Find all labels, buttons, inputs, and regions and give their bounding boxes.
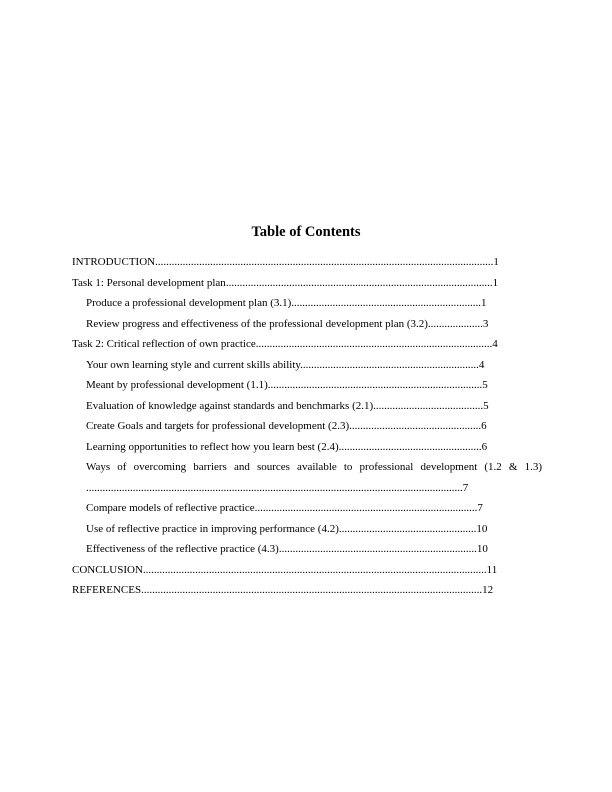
toc-entry-2-3[interactable] bbox=[72, 416, 542, 437]
toc-page-number: 4 bbox=[478, 358, 485, 371]
toc-page-number: 10 bbox=[476, 522, 488, 535]
toc-page-number: 6 bbox=[481, 420, 487, 432]
toc-entry-1-2-1-3[interactable] bbox=[72, 457, 542, 478]
toc-page-number: 6 bbox=[481, 440, 488, 453]
toc-entry-text: Review progress and effectiveness of the professional development plan (3.2) bbox=[86, 317, 428, 330]
toc-entry-text: CONCLUSION bbox=[72, 563, 143, 576]
toc-entry-text: Effectiveness of the reflective practice (4.3) bbox=[86, 543, 279, 555]
toc-page-number: 11 bbox=[486, 563, 498, 576]
toc-entry-text: Meant by professional development (1.1) bbox=[86, 379, 268, 391]
toc-leader-dots: .................................................... bbox=[338, 440, 482, 453]
toc-entry-reflective-models[interactable] bbox=[72, 498, 542, 519]
toc-entry-text: Learning opportunities to reflect how you learn best (2.4) bbox=[86, 440, 339, 453]
toc-leader-dots: ..................................................................... bbox=[291, 297, 482, 309]
toc-entry-text: Use of reflective practice in improving performance (4.2) bbox=[86, 522, 339, 535]
toc-entry-4-2[interactable] bbox=[72, 519, 542, 540]
toc-page-number: 5 bbox=[482, 379, 488, 391]
toc-entry-3-2[interactable] bbox=[72, 314, 542, 335]
toc-entry-2-4[interactable] bbox=[72, 437, 542, 458]
toc-leader-dots: .................... bbox=[427, 317, 483, 330]
toc-entry-introduction[interactable] bbox=[72, 252, 542, 273]
toc-entry-1-1[interactable] bbox=[72, 375, 542, 396]
toc-page-number: 10 bbox=[476, 543, 488, 555]
toc-page-number: 1 bbox=[493, 256, 499, 268]
toc-entry-1-2-1-3-continuation[interactable] bbox=[72, 478, 542, 499]
toc-leader-dots: ........................................ bbox=[373, 399, 484, 412]
toc-entry-task-2[interactable] bbox=[72, 334, 542, 355]
toc-leader-dots: ................................................ bbox=[349, 420, 482, 432]
toc-entry-text: Evaluation of knowledge against standards and benchmarks (2.1) bbox=[86, 399, 374, 412]
toc-entry-text: INTRODUCTION bbox=[72, 256, 156, 268]
toc-entry-references[interactable] bbox=[72, 580, 542, 601]
toc-leader-dots: .................................................. bbox=[338, 522, 477, 535]
toc-leader-dots: ............................................................................................................................ bbox=[141, 584, 483, 596]
toc-leader-dots: ......................................................................................................................................... bbox=[86, 481, 463, 494]
toc-entry-4-3[interactable] bbox=[72, 539, 542, 560]
toc-page-number: 12 bbox=[482, 584, 494, 596]
toc-leader-dots: ................................................................. bbox=[300, 358, 479, 371]
toc-entry-text: Produce a professional development plan (3.1) bbox=[86, 297, 292, 309]
toc-entry-task-1[interactable] bbox=[72, 273, 542, 294]
toc-page-number: 1 bbox=[492, 276, 499, 289]
toc-leader-dots: .............................................................................. bbox=[267, 379, 483, 391]
toc-entry-learning-style[interactable] bbox=[72, 355, 542, 376]
toc-page-number: 3 bbox=[482, 317, 489, 330]
toc-entry-3-1[interactable] bbox=[72, 293, 542, 314]
toc-leader-dots: ........................................................................ bbox=[278, 543, 477, 555]
toc-leader-dots: ............................................................................................................................. bbox=[142, 563, 487, 576]
toc-page-number: 5 bbox=[483, 399, 489, 412]
toc-page-number: 7 bbox=[462, 481, 469, 494]
toc-entry-conclusion[interactable] bbox=[72, 560, 542, 581]
toc-entry-text: Task 1: Personal development plan bbox=[72, 276, 226, 289]
toc-entry-text: Ways of overcoming barriers and sources available to professional development (1.2 & 1.3) bbox=[86, 461, 542, 473]
toc-entry-2-1[interactable] bbox=[72, 396, 542, 417]
toc-entry-text: Compare models of reflective practice bbox=[86, 502, 255, 514]
toc-title: Table of Contents bbox=[251, 224, 361, 240]
toc-leader-dots: ................................................................................................. bbox=[225, 276, 493, 289]
toc-leader-dots: ...................................................................................... bbox=[255, 338, 493, 350]
toc-leader-dots: ................................................................................. bbox=[254, 502, 478, 514]
toc-entry-text: Task 2: Critical reflection of own practice bbox=[72, 338, 256, 350]
toc-page-number: 4 bbox=[492, 338, 498, 350]
toc-entry-text: Your own learning style and current skills ability bbox=[86, 358, 301, 371]
table-of-contents bbox=[72, 252, 542, 601]
toc-entry-text: REFERENCES bbox=[72, 584, 142, 596]
toc-leader-dots: ........................................................................................................................... bbox=[155, 256, 494, 268]
toc-entry-text: Create Goals and targets for professional development (2.3) bbox=[86, 420, 350, 432]
toc-page-number: 1 bbox=[481, 297, 487, 309]
toc-page-number: 7 bbox=[477, 502, 483, 514]
